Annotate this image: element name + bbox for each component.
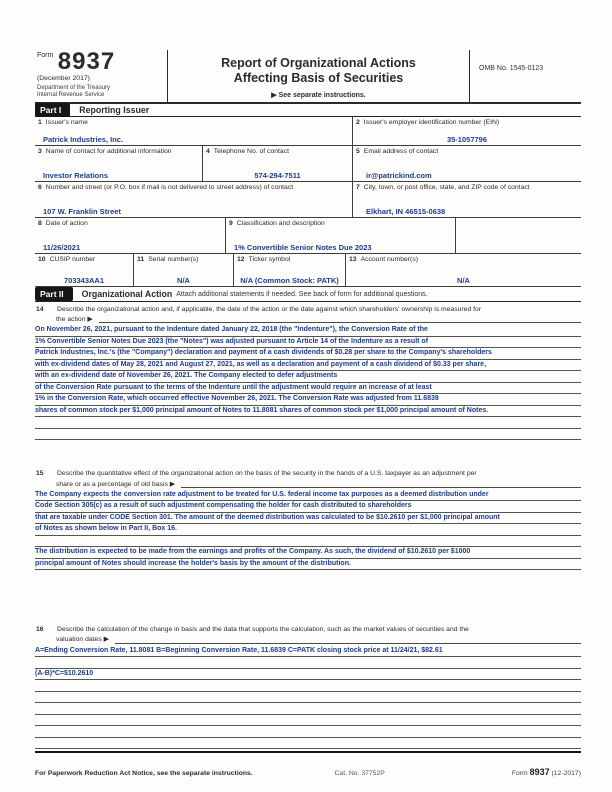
ruled-line xyxy=(35,680,581,692)
q14-label: Describe the organizational action and, if applicable, the date of the action or the date against which shareholders' ownership is measured for xyxy=(57,306,482,313)
form-revision: (December 2017) xyxy=(37,75,90,82)
ruled-line xyxy=(181,480,581,488)
part1-heading: Reporting Issuer xyxy=(79,105,150,115)
catalog-number: Cat. No. 37752P xyxy=(334,770,385,778)
classification-value: 1% Convertible Senior Notes Due 2023 xyxy=(234,242,372,252)
contact-name-value: Investor Relations xyxy=(43,170,109,180)
ruled-line xyxy=(35,726,581,738)
field-serial-number: 11 Serial number(s) N/A xyxy=(133,254,233,286)
ruled-line xyxy=(35,429,581,441)
ruled-line xyxy=(35,536,581,548)
agency-name: Department of the Treasury Internal Revenue Service xyxy=(37,85,111,99)
q14-answer xyxy=(35,325,581,440)
answer-line: with an ex-dividend date of November 26, 2021. The Company elected to defer adjustments xyxy=(35,371,581,383)
field-ticker: 12 Ticker symbol N/A (Common Stock: PATK) xyxy=(233,254,345,286)
q15-number: 15 xyxy=(36,470,44,478)
form-footer xyxy=(35,767,581,777)
part2-bar xyxy=(35,287,581,302)
city-state-zip-value: Elkhart, IN 46515-0638 xyxy=(366,206,446,216)
footer-form-id: Form 8937 (12-2017) xyxy=(511,767,581,778)
q16-label-cont: valuation dates ▶ xyxy=(56,636,109,644)
q15-label: Describe the quantitative effect of the organizational action on the basis of the security in the hands of a U.S. taxpayer as an adjustment per xyxy=(57,470,477,478)
form-id-block xyxy=(35,50,168,102)
answer-line: shares of common stock per $1,000 principal amount of Notes to 11.8081 shares of common stock per $1,000 principal amount of Notes. xyxy=(35,406,581,418)
field-city-state-zip: 7 City, town, or post office, state, and ZIP code of contact Elkhart, IN 46515-0638 xyxy=(352,182,581,217)
q15-answer xyxy=(35,490,581,571)
cusip-value: 703343AA1 xyxy=(63,275,105,285)
answer-line: 1% Convertible Senior Notes Due 2023 (the "Notes") was adjusted pursuant to Article 14 of the Indenture as a result of xyxy=(35,337,581,349)
answer-line: principal amount of Notes should increase the holder's basis by the amount of the distribution. xyxy=(35,559,581,571)
date-of-action-value: 11/26/2021 xyxy=(43,242,81,252)
question-14 xyxy=(35,302,581,440)
field-contact-name: 3 Name of contact for additional information Investor Relations xyxy=(35,146,202,181)
ruled-line xyxy=(35,738,581,750)
form-8937 xyxy=(35,50,581,777)
answer-line: with ex-dividend dates of May 28, 2021 and August 27, 2021, as well as a declaration and payment of a cash dividend of $0.33 per share, xyxy=(35,360,581,372)
row-address xyxy=(35,182,581,218)
ruled-line xyxy=(35,692,581,704)
street-value: 107 W. Franklin Street xyxy=(43,206,121,216)
field-telephone: 4 Telephone No. of contact 574-294-7511 xyxy=(202,146,352,181)
row-contact xyxy=(35,146,581,182)
part2-heading: Organizational Action xyxy=(81,289,173,299)
answer-line: The distribution is expected to be made from the earnings and profits of the Company. As such, the dividend of $10.2610 per $1000 xyxy=(35,547,581,559)
see-instructions-note: ▶ See separate instructions. xyxy=(271,91,366,99)
answer-line: On November 26, 2021, pursuant to the Indenture dated January 22, 2018 (the "Indenture"), the Conversion Rate of the xyxy=(35,325,581,337)
issuer-name-value: Patrick Industries, Inc. xyxy=(43,134,124,144)
ein-value: 35-1057796 xyxy=(446,134,488,144)
telephone-value: 574-294-7511 xyxy=(254,170,301,180)
ruled-line xyxy=(99,315,581,323)
form-title: Report of Organizational Actions Affecting Basis of Securities xyxy=(221,56,416,85)
ruled-line xyxy=(115,635,581,643)
omb-block xyxy=(469,50,581,102)
form-word: Form xyxy=(37,52,54,59)
answer-line: Patrick Industries, Inc.'s (the "Company") declaration and payment of a cash dividends of $0.28 per share to the Company's shareholders xyxy=(35,348,581,360)
ticker-value: N/A (Common Stock: PATK) xyxy=(240,275,339,285)
q16-label: Describe the calculation of the change in basis and the data that supports the calculation, such as the market values of securities and the xyxy=(57,626,469,634)
row-action xyxy=(35,218,581,254)
field-cusip: 10 CUSIP number 703343AA1 xyxy=(35,254,133,286)
ruled-line xyxy=(35,715,581,727)
form-title-block xyxy=(168,50,469,102)
form-header xyxy=(35,50,581,104)
form-bottom-rule xyxy=(35,751,581,753)
ruled-line xyxy=(35,417,581,429)
omb-number: OMB No. 1545-0123 xyxy=(479,65,544,72)
answer-line: Code Section 305(c) as a result of such adjustment compensating the holder for cash distributed to shareholders xyxy=(35,501,581,513)
ruled-line xyxy=(35,703,581,715)
answer-line: that are taxable under CODE Section 301. The amount of the deemed distribution was calculated to be $10.2610 per $1,000 principal amount xyxy=(35,513,581,525)
field-street: 6 Number and street (or P.O. box if mail is not delivered to street address) of contact 107 W. Franklin Street xyxy=(35,182,352,217)
question-16 xyxy=(35,622,581,749)
part1-bar xyxy=(35,104,581,117)
field-ein: 2 Issuer's employer identification number (EIN) 35-1057796 xyxy=(352,117,581,145)
answer-line: The Company expects the conversion rate adjustment to be treated for U.S. federal income tax purposes as a deemed distribution under xyxy=(35,490,581,502)
email-value: ir@patrickind.com xyxy=(366,170,432,180)
answer-line: of Notes as shown below in Part II, Box 16. xyxy=(35,524,581,536)
form-number: 8937 xyxy=(57,48,116,75)
row-issuer xyxy=(35,117,581,146)
field-issuer-name: 1 Issuer's name Patrick Industries, Inc. xyxy=(35,117,352,145)
serial-number-value: N/A xyxy=(177,275,190,285)
part2-tab: Part II xyxy=(35,287,73,302)
q14-number: 14 xyxy=(36,306,44,313)
part2-heading-note: Attach additional statements if needed. See back of form for additional questions. xyxy=(176,290,428,298)
field-classification: 9 Classification and description 1% Convertible Senior Notes Due 2023 xyxy=(225,218,455,253)
field-account-number: 13 Account number(s) N/A xyxy=(345,254,581,286)
ruled-line xyxy=(35,657,581,669)
q15-label-cont: share or as a percentage of old basis ▶ xyxy=(56,480,175,488)
empty-cell xyxy=(455,218,581,253)
answer-line: 1% in the Conversion Rate, which occurred effective November 26, 2021. The Conversion Rate was adjusted from 11.6839 xyxy=(35,394,581,406)
field-date-of-action: 8 Date of action 11/26/2021 xyxy=(35,218,225,253)
answer-line: of the Conversion Rate pursuant to the terms of the Indenture until the adjustment would require an increase of at least xyxy=(35,383,581,395)
q16-answer xyxy=(35,646,581,750)
field-email: 5 Email address of contact ir@patrickind.com xyxy=(352,146,581,181)
account-number-value: N/A xyxy=(457,275,470,285)
paperwork-notice: For Paperwork Reduction Act Notice, see the separate instructions. xyxy=(35,770,253,778)
q14-label-cont: the action ▶ xyxy=(56,316,93,324)
question-15 xyxy=(35,466,581,570)
q16-number: 16 xyxy=(36,626,44,634)
row-identifiers xyxy=(35,254,581,287)
footer-form-number: 8937 xyxy=(529,767,550,778)
part1-tab: Part I xyxy=(35,103,70,118)
answer-line: A=Ending Conversion Rate, 11.8081 B=Beginning Conversion Rate, 11.6839 C=PATK closing stock price at 11/24/21, $82.61 xyxy=(35,646,581,658)
answer-line: (A-B)*C=$10.2610 xyxy=(35,669,581,681)
